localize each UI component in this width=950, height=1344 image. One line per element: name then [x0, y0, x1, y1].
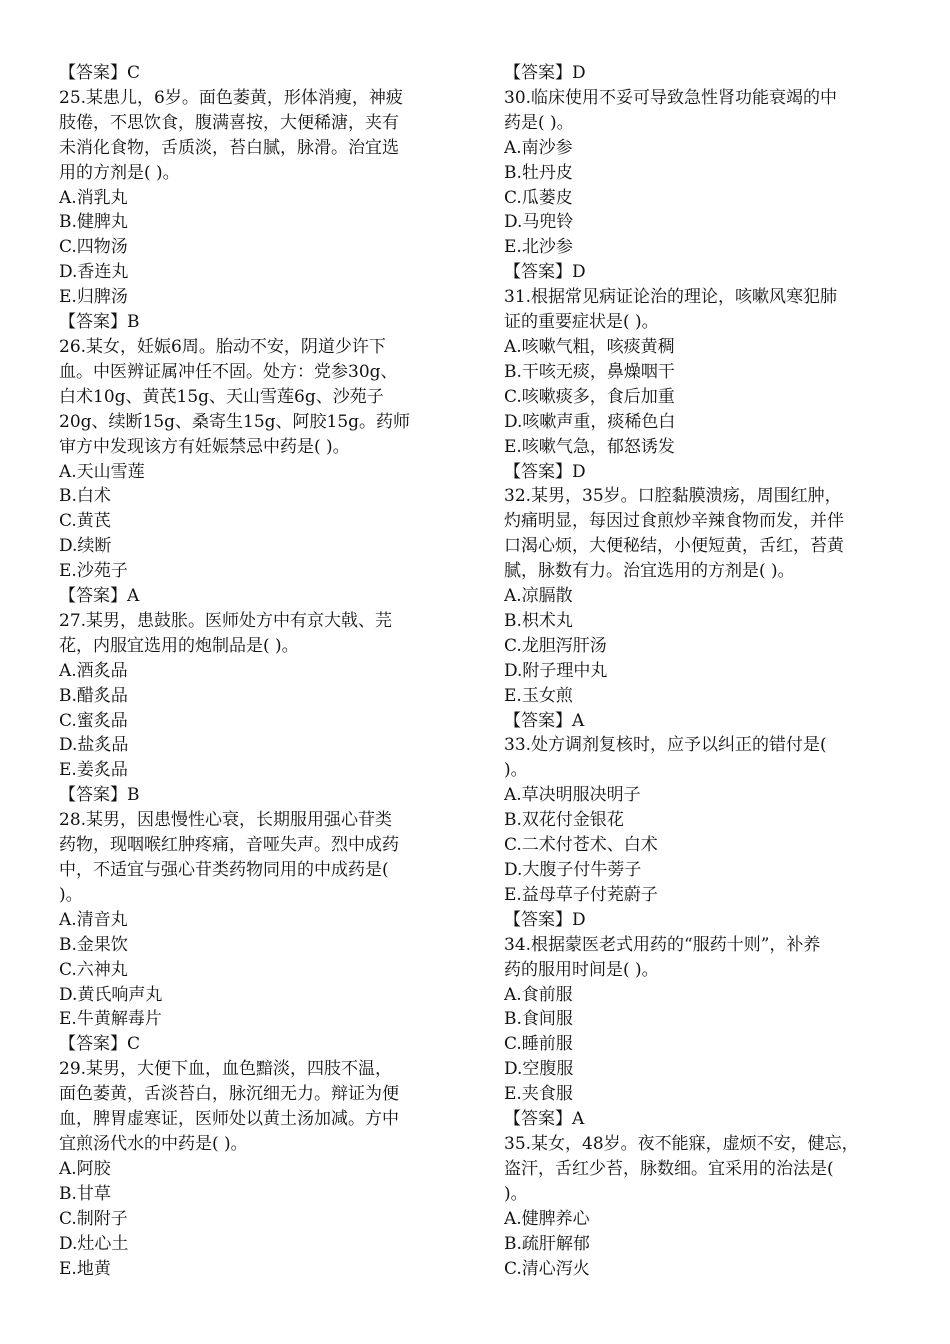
- question-line: 32.某男，35岁。口腔黏膜溃疡，周围红肿，: [504, 486, 842, 507]
- question-line: 药物，现咽喉红肿疼痛，音哑失声。烈中成药: [59, 835, 399, 856]
- question-text: [59, 609, 446, 659]
- answer-option: D.灶心土: [59, 1233, 129, 1254]
- answer-option: A.清音丸: [59, 909, 128, 930]
- answer-option: A.草决明服决明子: [504, 785, 641, 806]
- answer-option: C.清心泻火: [504, 1258, 590, 1279]
- answer-option: C.龙胆泻肝汤: [504, 635, 607, 656]
- answer-option: A.阿胶: [59, 1158, 111, 1179]
- question-text: [59, 1057, 446, 1157]
- question-text: [59, 335, 446, 460]
- answer-option: C.咳嗽痰多，食后加重: [504, 386, 675, 407]
- answer-option: B.枳术丸: [504, 610, 573, 631]
- answer-option: E.夹食服: [504, 1084, 573, 1105]
- question-line: 肢倦，不思饮食，腹满喜按，大便稀溏，夹有: [59, 112, 399, 133]
- question-text: [504, 484, 891, 584]
- question-line: 33.处方调剂复核时，应予以纠正的错付是(: [504, 735, 827, 756]
- question-text: [59, 808, 446, 908]
- answer-option: D.马兜铃: [504, 212, 574, 233]
- answer-key: 【答案】A: [59, 586, 140, 607]
- answer-option: C.瓜蒌皮: [504, 187, 573, 208]
- question-line: 宜煎汤代水的中药是( )。: [59, 1133, 248, 1154]
- answer-option: A.酒炙品: [59, 660, 128, 681]
- answer-option: E.姜炙品: [59, 760, 128, 781]
- answer-option: E.地黄: [59, 1258, 111, 1279]
- answer-option: C.制附子: [59, 1208, 128, 1229]
- answer-option: A.食前服: [504, 984, 573, 1005]
- question-text: [504, 285, 891, 335]
- answer-option: B.金果饮: [59, 934, 128, 955]
- answer-option: C.睡前服: [504, 1034, 573, 1055]
- answer-option: E.北沙参: [504, 237, 573, 258]
- question-line: 审方中发现该方有妊娠禁忌中药是( )。: [59, 436, 350, 457]
- answer-option: E.咳嗽气急，郁怒诱发: [504, 436, 675, 457]
- question-line: 盗汗，舌红少苔，脉数细。宜采用的治法是(: [504, 1158, 834, 1179]
- question-line: 29.某男，大便下血，血色黯淡，四肢不温，: [59, 1059, 393, 1080]
- answer-option: D.附子理中丸: [504, 660, 608, 681]
- answer-key: 【答案】C: [59, 1034, 141, 1055]
- question-line: 血。中医辨证属冲任不固。处方：党参30g、: [59, 361, 398, 382]
- answer-option: B.白术: [59, 486, 111, 507]
- left-column: [59, 61, 446, 1281]
- answer-option: C.二术付苍术、白术: [504, 835, 658, 856]
- answer-key: 【答案】D: [504, 909, 586, 930]
- answer-key: 【答案】D: [504, 461, 586, 482]
- question-line: 灼痛明显，每因过食煎炒辛辣食物而发，并伴: [504, 511, 844, 532]
- answer-option: E.玉女煎: [504, 685, 573, 706]
- answer-option: C.六神丸: [59, 959, 128, 980]
- question-text: [504, 1132, 891, 1207]
- question-line: 34.根据蒙医老式用药的“服药十则”，补养: [504, 934, 821, 955]
- answer-option: D.盐炙品: [59, 735, 129, 756]
- answer-key: 【答案】C: [59, 63, 141, 83]
- answer-option: C.蜜炙品: [59, 710, 128, 731]
- answer-option: B.健脾丸: [59, 212, 128, 233]
- question-line: 面色萎黄，舌淡苔白，脉沉细无力。辩证为便: [59, 1084, 399, 1105]
- question-line: 血，脾胃虚寒证，医师处以黄土汤加减。方中: [59, 1109, 399, 1130]
- answer-option: B.双花付金银花: [504, 810, 624, 831]
- answer-option: D.续断: [59, 536, 112, 557]
- question-text: [504, 733, 891, 783]
- question-line: 27.某男，患鼓胀。医师处方中有京大戟、芫: [59, 610, 393, 631]
- question-line: 腻，脉数有力。治宜选用的方剂是( )。: [504, 561, 795, 582]
- question-text: [59, 86, 446, 186]
- question-line: 中，不适宜与强心苷类药物同用的中成药是(: [59, 860, 389, 880]
- answer-option: A.天山雪莲: [59, 461, 145, 482]
- answer-option: B.食间服: [504, 1009, 573, 1030]
- answer-option: C.四物汤: [59, 237, 128, 258]
- question-line: 30.临床使用不妥可导致急性肾功能衰竭的中: [504, 87, 838, 108]
- answer-option: E.益母草子付茺蔚子: [504, 884, 658, 905]
- answer-key: 【答案】A: [504, 710, 585, 731]
- question-line: 药的服用时间是( )。: [504, 959, 659, 980]
- question-line: 20g、续断15g、桑寄生15g、阿胶15g。药师: [59, 411, 411, 432]
- question-text: [504, 933, 891, 983]
- answer-option: A.南沙参: [504, 137, 573, 158]
- question-line: 未消化食物，舌质淡，苔白腻，脉滑。治宜选: [59, 137, 399, 158]
- question-line: )。: [59, 884, 83, 905]
- answer-option: A.消乳丸: [59, 187, 128, 208]
- answer-key: 【答案】B: [59, 312, 140, 333]
- question-line: 35.某女，48岁。夜不能寐，虚烦不安，健忘，: [504, 1133, 859, 1154]
- question-line: 证的重要症状是( )。: [504, 312, 659, 333]
- question-line: 花，内服宜选用的炮制品是( )。: [59, 635, 299, 656]
- question-line: )。: [504, 760, 528, 781]
- answer-option: D.空腹服: [504, 1059, 574, 1080]
- answer-option: D.咳嗽声重，痰稀色白: [504, 411, 676, 432]
- question-line: 31.根据常见病证论治的理论，咳嗽风寒犯肺: [504, 287, 838, 308]
- question-text: [504, 86, 891, 136]
- answer-option: D.大腹子付牛蒡子: [504, 860, 642, 880]
- answer-key: 【答案】D: [504, 63, 586, 83]
- question-line: 用的方剂是( )。: [59, 162, 180, 183]
- answer-key: 【答案】B: [59, 785, 140, 806]
- answer-option: C.黄芪: [59, 511, 111, 532]
- question-line: 口渴心烦，大便秘结，小便短黄，舌红，苔黄: [504, 536, 844, 557]
- answer-key: 【答案】A: [504, 1109, 585, 1130]
- answer-option: D.黄氏响声丸: [59, 984, 163, 1005]
- question-line: 白术10g、黄芪15g、天山雪莲6g、沙苑子: [59, 386, 384, 407]
- answer-option: D.香连丸: [59, 262, 129, 283]
- answer-option: A.咳嗽气粗，咳痰黄稠: [504, 336, 675, 357]
- answer-option: B.醋炙品: [59, 685, 128, 706]
- answer-option: B.牡丹皮: [504, 162, 573, 183]
- answer-option: E.牛黄解毒片: [59, 1009, 162, 1030]
- answer-option: A.凉膈散: [504, 586, 573, 607]
- question-line: 26.某女，妊娠6周。胎动不安，阴道少许下: [59, 336, 386, 357]
- question-line: 药是( )。: [504, 112, 574, 133]
- right-column: [504, 61, 891, 1281]
- answer-option: E.归脾汤: [59, 287, 128, 308]
- answer-option: A.健脾养心: [504, 1208, 590, 1229]
- question-line: 28.某男，因患慢性心衰，长期服用强心苷类: [59, 810, 393, 831]
- answer-key: 【答案】D: [504, 262, 586, 283]
- answer-option: E.沙苑子: [59, 561, 128, 582]
- answer-option: B.干咳无痰，鼻燥咽干: [504, 361, 675, 382]
- answer-option: B.疏肝解郁: [504, 1233, 590, 1254]
- answer-option: B.甘草: [59, 1183, 111, 1204]
- question-line: )。: [504, 1183, 528, 1204]
- question-line: 25.某患儿，6岁。面色萎黄，形体消瘦，神疲: [59, 87, 403, 108]
